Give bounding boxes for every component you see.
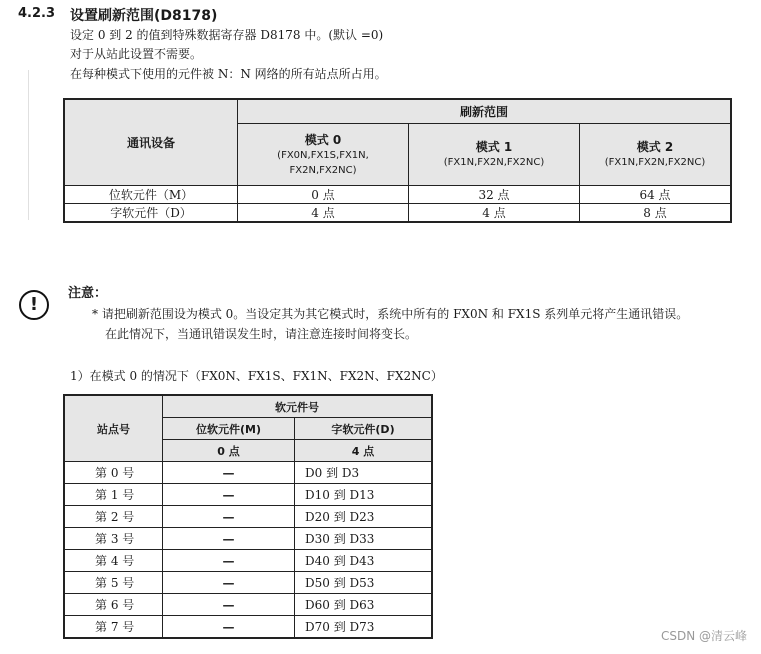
paragraph-default-value: 设定 0 到 2 的值到特殊数据寄存器 D8178 中。(默认 =0) — [70, 28, 384, 42]
station-label: 第 3 号 — [64, 528, 163, 550]
word-points: 4 点 — [295, 440, 433, 462]
table-row — [64, 550, 432, 572]
station-label: 第 5 号 — [64, 572, 163, 594]
paragraph-occupancy: 在每种模式下使用的元件被 N：N 网络的所有站点所占用。 — [70, 67, 387, 81]
word-range: D30 到 D33 — [295, 528, 433, 550]
table-row — [64, 484, 432, 506]
bit-range: — — [163, 462, 295, 484]
bit-mode-1: 32 点 — [409, 185, 580, 203]
table-row — [64, 616, 432, 639]
note-line-1: * 请把刷新范围设为模式 0。当设定其为其它模式时，系统中所有的 FX0N 和 FX1S 系列单元将产生通讯错误。 — [92, 307, 689, 321]
word-range: D0 到 D3 — [295, 462, 433, 484]
device-bit-label: 位软元件（M） — [64, 185, 238, 203]
bit-range: — — [163, 506, 295, 528]
list-heading: 1）在模式 0 的情况下（FX0N、FX1S、FX1N、FX2N、FX2NC） — [70, 369, 443, 383]
header-device-number: 软元件号 — [163, 395, 433, 418]
mode-0-models-line1: (FX0N,FX1S,FX1N, — [277, 149, 369, 161]
mode-1-label: 模式 1 — [475, 140, 513, 154]
word-range: D20 到 D23 — [295, 506, 433, 528]
word-mode-2: 8 点 — [580, 203, 732, 222]
station-label: 第 0 号 — [64, 462, 163, 484]
header-mode-0 — [238, 123, 409, 185]
warning-icon: ! — [19, 290, 49, 320]
mode-0-label: 模式 0 — [304, 132, 342, 147]
header-mode-2 — [580, 123, 732, 185]
table-row — [64, 528, 432, 550]
word-range: D50 到 D53 — [295, 572, 433, 594]
bit-mode-2: 64 点 — [580, 185, 732, 203]
bit-range: — — [163, 550, 295, 572]
table-row — [64, 185, 731, 203]
station-label: 第 2 号 — [64, 506, 163, 528]
section-number: 4.2.3 — [18, 6, 56, 21]
scan-margin-line — [28, 70, 29, 220]
device-word-label: 字软元件（D） — [64, 203, 238, 222]
header-mode-1 — [409, 123, 580, 185]
section-title: 设置刷新范围(D8178) — [70, 8, 218, 24]
table-row — [64, 203, 731, 222]
word-range: D60 到 D63 — [295, 594, 433, 616]
station-device-table — [63, 394, 433, 639]
word-mode-1: 4 点 — [409, 203, 580, 222]
table-row — [64, 594, 432, 616]
station-label: 第 6 号 — [64, 594, 163, 616]
bit-range: — — [163, 528, 295, 550]
station-label: 第 4 号 — [64, 550, 163, 572]
bit-mode-0: 0 点 — [238, 185, 409, 203]
mode-0-models-line2: FX2N,FX2NC) — [289, 164, 357, 176]
word-range: D40 到 D43 — [295, 550, 433, 572]
header-refresh-range: 刷新范围 — [238, 99, 732, 123]
bit-points: 0 点 — [163, 440, 295, 462]
mode-1-models: (FX1N,FX2N,FX2NC) — [443, 157, 545, 168]
bit-range: — — [163, 594, 295, 616]
bit-range: — — [163, 572, 295, 594]
header-word-device: 字软元件(D) — [295, 418, 433, 440]
header-station: 站点号 — [64, 395, 163, 462]
mode-2-label: 模式 2 — [636, 140, 674, 154]
watermark-text: CSDN @清云峰 — [660, 629, 747, 643]
station-label: 第 7 号 — [64, 616, 163, 639]
bit-range: — — [163, 484, 295, 506]
note-title: 注意： — [68, 286, 108, 301]
word-mode-0: 4 点 — [238, 203, 409, 222]
header-comm-device: 通讯设备 — [64, 99, 238, 185]
station-label: 第 1 号 — [64, 484, 163, 506]
refresh-range-table — [63, 98, 732, 223]
table-row — [64, 506, 432, 528]
mode-2-models: (FX1N,FX2N,FX2NC) — [604, 157, 706, 168]
word-range: D10 到 D13 — [295, 484, 433, 506]
table-row — [64, 572, 432, 594]
note-line-2: 在此情况下，当通讯错误发生时，请注意连接时间将变长。 — [105, 327, 418, 341]
paragraph-slave-note: 对于从站此设置不需要。 — [70, 47, 203, 61]
header-bit-device: 位软元件(M) — [163, 418, 295, 440]
table-row — [64, 462, 432, 484]
bit-range: — — [163, 616, 295, 639]
word-range: D70 到 D73 — [295, 616, 433, 639]
